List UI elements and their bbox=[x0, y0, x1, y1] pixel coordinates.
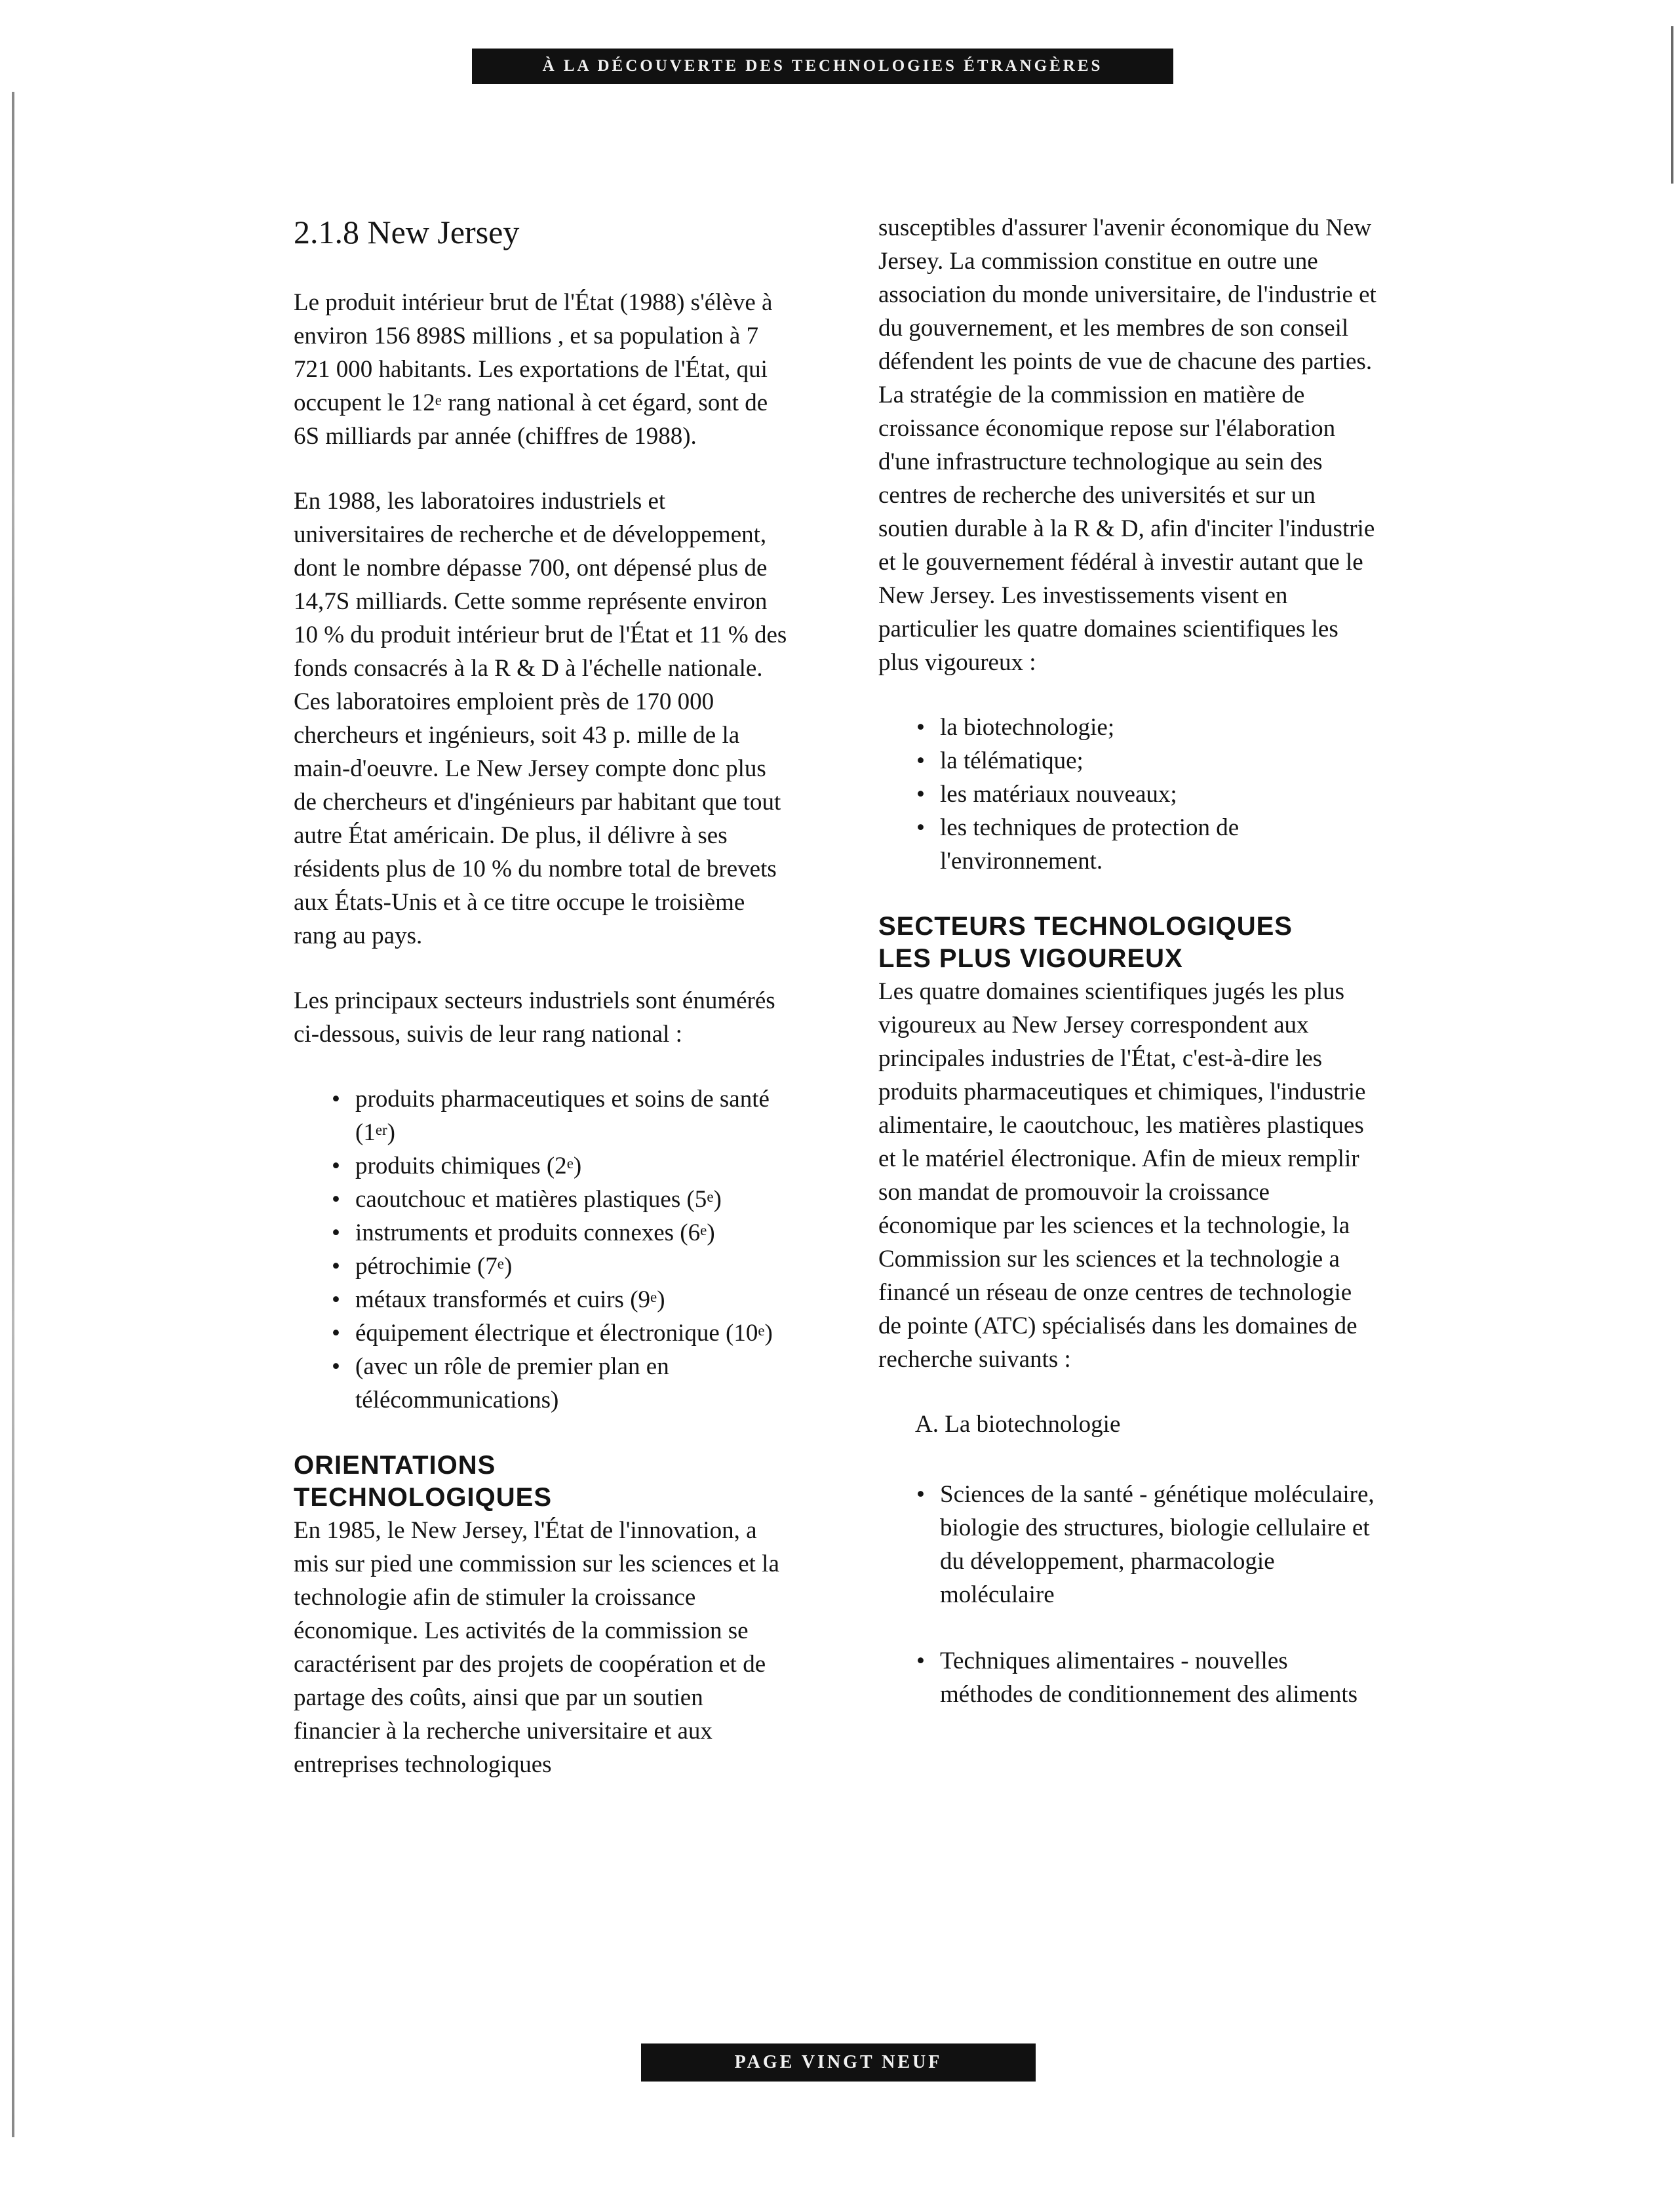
paragraph-gdp-sup: e bbox=[435, 391, 442, 408]
biotech-list bbox=[878, 1478, 1377, 1711]
list-item: • produits pharmaceutiques et soins de santé (1er) bbox=[332, 1082, 792, 1149]
subheading-biotech: A. La biotechnologie bbox=[915, 1411, 1121, 1438]
list-item: • les matériaux nouveaux; bbox=[916, 778, 1377, 811]
scan-edge-left bbox=[12, 92, 14, 2137]
bullet-icon: • bbox=[916, 781, 925, 808]
bullet-icon: • bbox=[332, 1353, 340, 1380]
bullet-icon: • bbox=[916, 747, 925, 774]
paragraph-sectors: Les quatre domaines scientifiques jugés les plus vigoureux au New Jersey correspondent aux principales industries de l'État, c'est-à-dire les produits pharmaceutiques et chimiques, l'industrie alimentaire, le caoutchouc, les matières plastiques et le matériel électronique. Afin de mieux remplir son mandat de promouvoir la croissance économique par les sciences et la technologie, la Commission sur les sciences et la technologie a financé un réseau de onze centres de technologie de pointe (ATC) spécialisés dans les domaines de recherche suivants : bbox=[878, 978, 1366, 1373]
bullet-icon: • bbox=[332, 1186, 340, 1213]
paragraph-sectors-intro: Les principaux secteurs industriels sont énumérés ci-dessous, suivis de leur rang national : bbox=[294, 987, 775, 1048]
paragraph-rd-labs: En 1988, les laboratoires industriels et universitaires de recherche et de développement, dont le nombre dépasse 700, ont dépensé plus de 14,7S milliards. Cette somme représente environ 10 % du produit intérieur brut de l'État et 11 % des fonds consacrés à la R & D à l'échelle nationale. Ces laboratoires emploient près de 170 000 chercheurs et ingénieurs, soit 43 p. mille de la main-d'oeuvre. Le New Jersey compte donc plus de chercheurs et d'ingénieurs par habitant que tout autre État américain. De plus, il délivre à ses résidents plus de 10 % du nombre total de brevets aux États-Unis et à ce titre occupe le troisième rang au pays. bbox=[294, 488, 787, 949]
bullet-icon: • bbox=[332, 1253, 340, 1280]
heading-orientations-line1: ORIENTATIONS bbox=[294, 1451, 496, 1480]
footer-page-label: PAGE VINGT NEUF bbox=[641, 2043, 1036, 2082]
paragraph-gdp-end: rang national à cet égard, sont de 6S milliards par année (chiffres de 1988). bbox=[294, 389, 768, 450]
bullet-icon: • bbox=[916, 1481, 925, 1508]
bullet-icon: • bbox=[916, 1648, 925, 1674]
list-item: • métaux transformés et cuirs (9e) bbox=[332, 1283, 792, 1316]
bullet-icon: • bbox=[916, 714, 925, 741]
heading-orientations-line2: TECHNOLOGIQUES bbox=[294, 1483, 553, 1512]
bullet-icon: • bbox=[332, 1286, 340, 1313]
bullet-icon: • bbox=[332, 1153, 340, 1179]
header-banner: À LA DÉCOUVERTE DES TECHNOLOGIES ÉTRANGÈRES bbox=[472, 49, 1173, 84]
section-title: 2.1.8 New Jersey bbox=[294, 214, 520, 250]
paragraph-gdp-text: Le produit intérieur brut de l'État (1988) s'élève à environ 156 898S millions , et sa population à 7 721 000 habitants. Les exportations de l'État, qui occupent le 12 bbox=[294, 289, 773, 416]
list-item: • instruments et produits connexes (6e) bbox=[332, 1216, 792, 1250]
list-item: • produits chimiques (2e) bbox=[332, 1149, 792, 1183]
domains-list bbox=[878, 711, 1377, 878]
list-item: • la télématique; bbox=[916, 744, 1377, 778]
heading-sectors-line1: SECTEURS TECHNOLOGIQUES bbox=[878, 912, 1293, 941]
bullet-icon: • bbox=[332, 1086, 340, 1113]
bullet-icon: • bbox=[332, 1320, 340, 1347]
left-column bbox=[294, 197, 792, 1813]
right-column bbox=[878, 211, 1377, 1744]
paragraph-commission-cont: susceptibles d'assurer l'avenir économique du New Jersey. La commission constitue en outre une association du monde universitaire, de l'industrie et du gouvernement, et les membres de son conseil défendent les points de vue de chacune des parties. La stratégie de la commission en matière de croissance économique repose sur l'élaboration d'une infrastructure technologique au sein des centres de recherche des universités et sur un soutien durable à la R & D, afin d'inciter l'industrie et le gouvernement fédéral à investir autant que le New Jersey. Les investissements visent en particulier les quatre domaines scientifiques les plus vigoureux : bbox=[878, 214, 1377, 676]
list-item: • Techniques alimentaires - nouvelles méthodes de conditionnement des aliments bbox=[916, 1644, 1377, 1711]
paragraph-gdp bbox=[294, 286, 792, 453]
sectors-section bbox=[878, 911, 1377, 1376]
list-item: • les techniques de protection de l'environnement. bbox=[916, 811, 1377, 878]
list-item: • caoutchouc et matières plastiques (5e) bbox=[332, 1183, 792, 1216]
orientations-section bbox=[294, 1450, 792, 1781]
list-item: • pétrochimie (7e) bbox=[332, 1250, 792, 1283]
bullet-icon: • bbox=[332, 1219, 340, 1246]
heading-sectors-line2: LES PLUS VIGOUREUX bbox=[878, 944, 1183, 973]
list-item: • équipement électrique et électronique (10e) bbox=[332, 1316, 792, 1350]
list-item: • Sciences de la santé - génétique moléculaire, biologie des structures, biologie cellulaire et du développement, pharmacologie moléculaire bbox=[916, 1478, 1377, 1611]
list-item: • (avec un rôle de premier plan en télécommunications) bbox=[332, 1350, 792, 1417]
paragraph-commission: En 1985, le New Jersey, l'État de l'innovation, a mis sur pied une commission sur les sciences et la technologie afin de stimuler la croissance économique. Les activités de la commission se caractérisent par des projets de coopération et de partage des coûts, ainsi que par un soutien financier à la recherche universitaire et aux entreprises technologiques bbox=[294, 1517, 779, 1778]
scan-edge-right bbox=[1671, 26, 1673, 184]
list-item: • la biotechnologie; bbox=[916, 711, 1377, 744]
bullet-icon: • bbox=[916, 814, 925, 841]
sectors-list bbox=[294, 1082, 792, 1417]
